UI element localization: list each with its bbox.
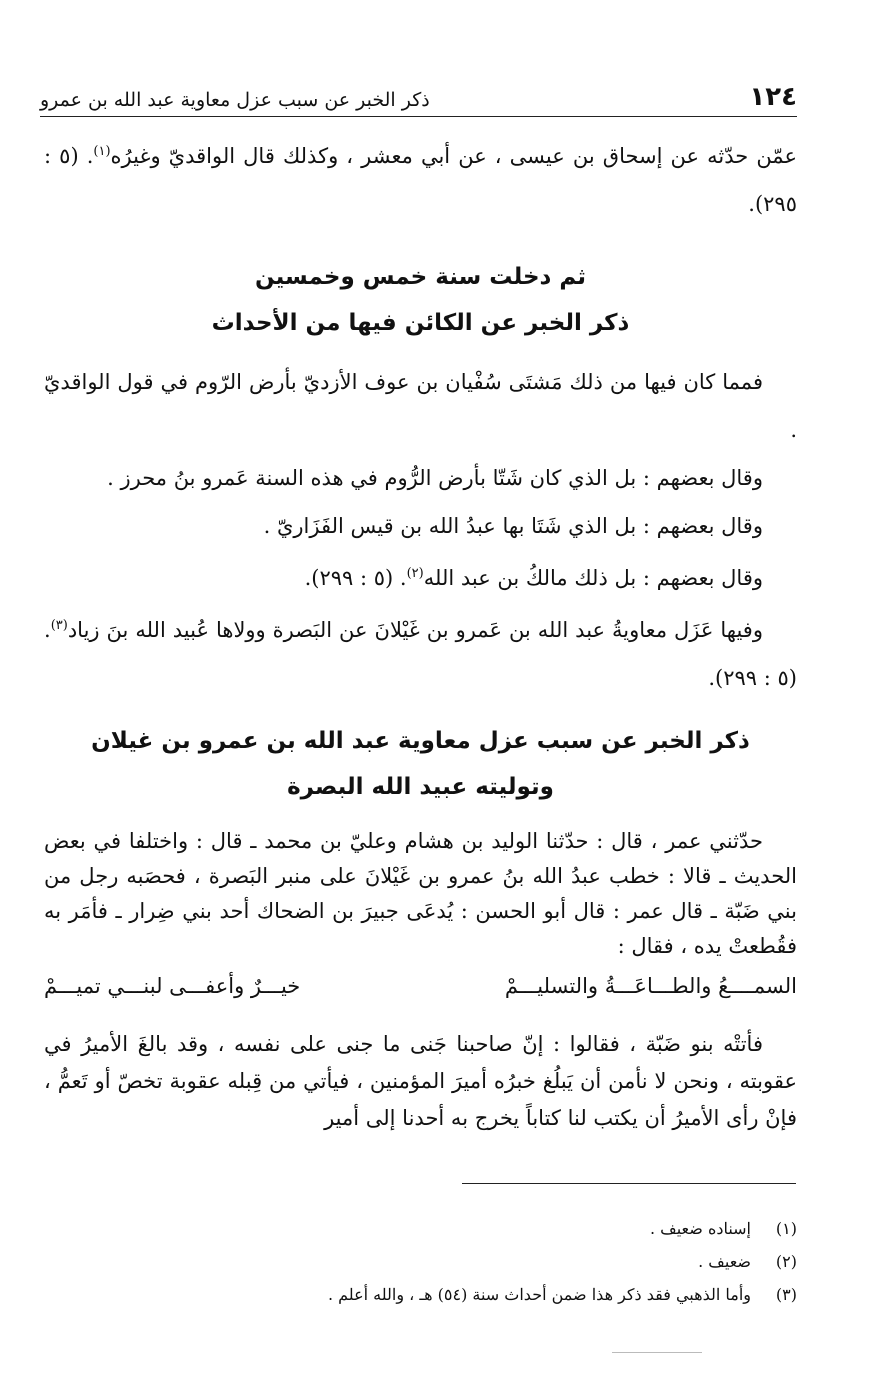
- footnote-3: [44, 1278, 797, 1311]
- section2-paragraph2: فأتتْه بنو ضَبّة ، فقالوا : إنّ صاحبنا جَنى ما جنى على نفسه ، وقد بالغَ الأميرُ في عقوبته ، ونحن لا نأمن أن يَبلُغ خبرُه أميرَ المؤمنين ، فيأتي من قِبله عقوبة تخصّ أو تَعمُّ ، فإنْ رأى الأميرُ أن يكتب لنا كتاباً يخرج به أحدنا إلى أمير: [44, 1032, 797, 1130]
- section1-paragraph5-text: وفيها عَزَل معاويةُ عبد الله بن عَمرو بن غَيْلانَ عن البَصرة وولاها عُبيد الله بنَ زياد: [67, 618, 763, 642]
- section1-paragraph3: وقال بعضهم : بل الذي شَتَا بها عبدُ الله بن قيس الفَزَاريّ .: [263, 514, 763, 538]
- intro-citation: . (٥ : ٢٩٥).: [44, 144, 797, 216]
- poem-verse: [44, 966, 797, 1006]
- running-title: ذكر الخبر عن سبب عزل معاوية عبد الله بن عمرو: [40, 89, 430, 111]
- footnote-ref-1: (١): [93, 144, 111, 159]
- section1-paragraph4-citation: . (٥ : ٢٩٩).: [304, 566, 407, 590]
- section1-paragraph4-text: وقال بعضهم : بل ذلك مالكُ بن عبد الله: [423, 566, 763, 590]
- year-heading-line1: ثم دخلت سنة خمس وخمسين: [254, 264, 587, 290]
- page-number: ١٢٤: [749, 82, 797, 112]
- footnote-1: [44, 1212, 797, 1245]
- section2: [44, 824, 797, 964]
- intro-text: عمّن حدّثه عن إسحاق بن عيسى ، عن أبي معشر ، وكذلك قال الواقديّ وغيرُه: [110, 144, 797, 168]
- footnote-2: [44, 1245, 797, 1278]
- verse-second-hemistich: خيـــرٌ وأعفـــى لبنـــي تميـــمْ: [44, 974, 301, 998]
- footnote-ref-3: (٣): [50, 618, 68, 633]
- footnotes: [44, 1212, 797, 1311]
- year-heading: [44, 254, 797, 346]
- intro-paragraph: [44, 128, 797, 228]
- section-heading: [44, 718, 797, 810]
- section-heading-line1: ذكر الخبر عن سبب عزل معاوية عبد الله بن عمرو بن غيلان: [91, 728, 750, 754]
- year-heading-line2: ذكر الخبر عن الكائن فيها من الأحداث: [211, 310, 630, 336]
- scan-mark: [612, 1352, 702, 1353]
- footnote-number: (٣): [775, 1285, 797, 1304]
- section1-paragraph5-citation: . (٥ : ٢٩٩).: [44, 618, 797, 690]
- section1-paragraph1: فمما كان فيها من ذلك مَشتَى سُفْيان بن عوف الأزديّ بأرض الرّوم في قول الواقديّ .: [44, 370, 797, 442]
- section1: [44, 358, 797, 702]
- section1-paragraph2: وقال بعضهم : بل الذي كان شَتّا بأرض الرُّوم في هذه السنة عَمرو بنُ محرز .: [107, 466, 763, 490]
- section1-paragraph4: [44, 550, 797, 602]
- verse-first-hemistich: السمــــعُ والطـــاعَـــةُ والتسليـــمْ: [504, 974, 797, 998]
- section2-paragraph1: حدّثني عمر ، قال : حدّثنا الوليد بن هشام وعليّ بن محمد ـ قال : واختلفا في بعض الحديث ـ قالا : خطب عبدُ الله بنُ عمرو بن غَيْلانَ على منبر البَصرة ، فحصَبه رجل من بني ضَبّة ـ قال عمر : قال أبو الحسن : يُدعَى جبيرَ بن الضحاك أحد بني ضِرار ـ فأمَر به فقُطعتْ يده ، فقال :: [44, 829, 797, 958]
- section1-paragraph5: [44, 602, 797, 702]
- page-header: [40, 62, 797, 117]
- footnote-number: (٢): [775, 1252, 797, 1271]
- footnote-divider: [462, 1183, 796, 1184]
- section2-continued: [44, 1026, 797, 1137]
- footnote-text: ضعيف .: [698, 1252, 751, 1271]
- footnote-text: إسناده ضعيف .: [649, 1219, 751, 1238]
- section-heading-line2: وتوليته عبيد الله البصرة: [287, 774, 554, 800]
- footnote-text: وأما الذهبي فقد ذكر هذا ضمن أحداث سنة (٥٤) هـ ، والله أعلم .: [327, 1285, 751, 1304]
- footnote-number: (١): [775, 1219, 797, 1238]
- footnote-ref-2: (٢): [406, 566, 424, 581]
